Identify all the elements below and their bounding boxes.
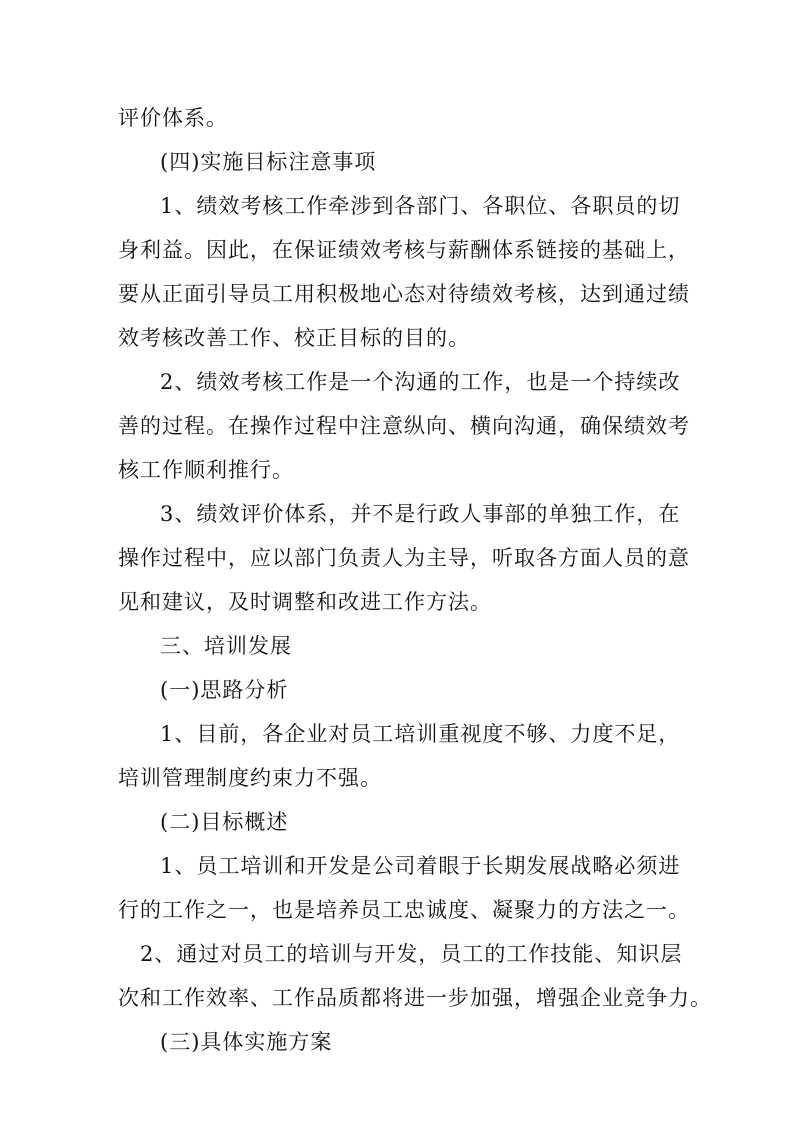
text-line: 次和工作效率、工作品质都将进一步加强，增强企业竞争力。 (118, 986, 712, 1010)
text-line: 培训管理制度约束力不强。 (118, 766, 382, 790)
section-heading: (四)实施目标注意事项 (160, 150, 377, 174)
text-line: 3、绩效评价体系，并不是行政人事部的单独工作，在 (160, 502, 681, 526)
section-heading: (二)目标概述 (160, 810, 289, 834)
text-line: 1、目前，各企业对员工培训重视度不够、力度不足， (160, 722, 681, 746)
text-line: 身利益。因此，在保证绩效考核与薪酬体系链接的基础上， (118, 238, 690, 262)
text-line: 要从正面引导员工用积极地心态对待绩效考核，达到通过绩 (118, 282, 690, 306)
text-line: 2、通过对员工的培训与开发，员工的工作技能、知识层 (140, 942, 683, 966)
text-line: 2、绩效考核工作是一个沟通的工作，也是一个持续改 (160, 370, 681, 394)
text-line: 1、员工培训和开发是公司着眼于长期发展战略必须进 (160, 854, 681, 878)
text-line: 善的过程。在操作过程中注意纵向、横向沟通，确保绩效考 (118, 414, 690, 438)
section-heading: (一)思路分析 (160, 678, 289, 702)
text-line: 见和建议，及时调整和改进工作方法。 (118, 590, 492, 614)
text-line: 1、绩效考核工作牵涉到各部门、各职位、各职员的切 (160, 194, 681, 218)
text-line: 操作过程中，应以部门负责人为主导，听取各方面人员的意 (118, 546, 690, 570)
text-line: 行的工作之一，也是培养员工忠诚度、凝聚力的方法之一。 (118, 898, 690, 922)
text-line: 核工作顺利推行。 (118, 458, 294, 482)
text-line: 评价体系。 (118, 106, 228, 130)
section-heading: 三、培训发展 (160, 634, 292, 658)
section-heading: (三)具体实施方案 (160, 1030, 333, 1054)
text-line: 效考核改善工作、校正目标的目的。 (118, 326, 470, 350)
